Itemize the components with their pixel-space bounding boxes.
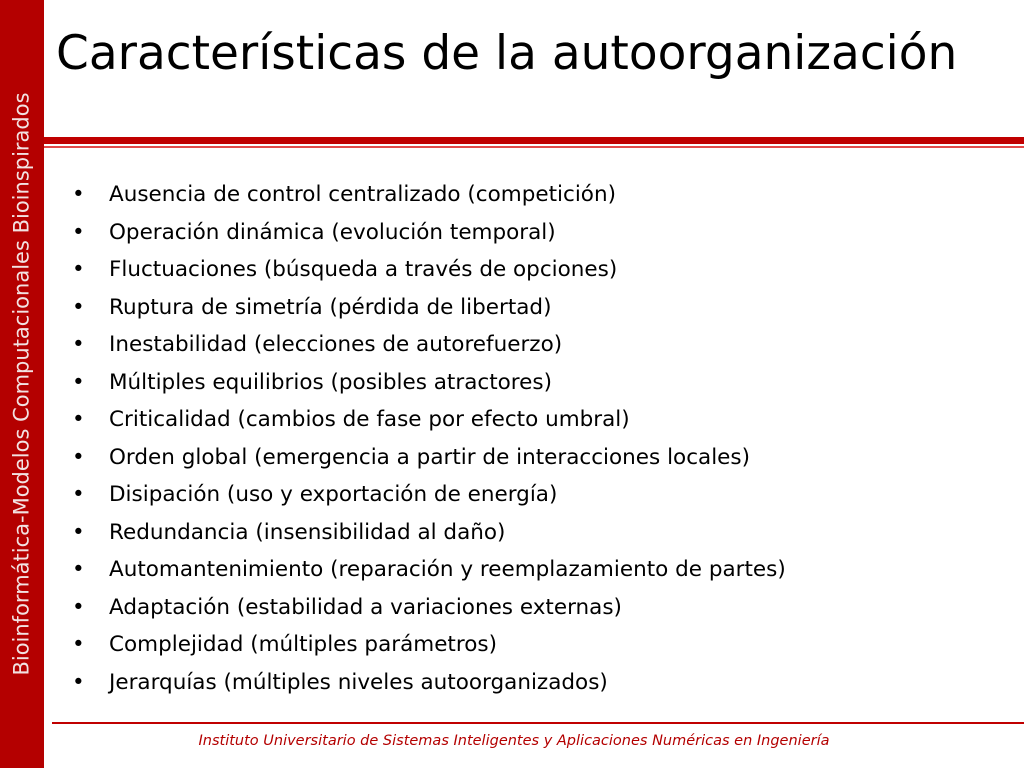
title-divider-thin	[44, 146, 1024, 148]
bullet-dot-icon: •	[72, 519, 85, 545]
bullet-dot-icon: •	[72, 444, 85, 470]
bullet-item	[72, 182, 786, 220]
bullet-item	[72, 557, 786, 595]
bullet-text: Disipación (uso y exportación de energía)	[109, 482, 558, 507]
bullet-text: Ruptura de simetría (pérdida de libertad)	[109, 294, 552, 320]
bullet-text: Orden global (emergencia a partir de interacciones locales)	[109, 444, 750, 470]
bullet-item	[72, 257, 786, 295]
bullet-dot-icon: •	[72, 257, 85, 282]
bullet-text: Ausencia de control centralizado (competición)	[109, 182, 616, 207]
bullet-item	[72, 632, 786, 670]
bullet-dot-icon: •	[72, 632, 85, 657]
bullet-dot-icon: •	[72, 332, 85, 357]
side-bar	[0, 0, 44, 768]
bullet-item	[72, 445, 786, 483]
bullet-text: Múltiples equilibrios (posibles atractores)	[109, 369, 552, 395]
bullet-dot-icon: •	[72, 669, 85, 695]
bullet-text: Fluctuaciones (búsqueda a través de opciones)	[109, 257, 618, 282]
bullet-dot-icon: •	[72, 594, 85, 620]
bullet-text: Complejidad (múltiples parámetros)	[109, 632, 497, 657]
footer-divider	[52, 722, 1024, 724]
footer-text: Instituto Universitario de Sistemas Inteligentes y Aplicaciones Numéricas en Ingeniería	[198, 733, 830, 749]
bullet-item	[72, 407, 786, 445]
bullet-item	[72, 482, 786, 520]
bullet-dot-icon: •	[72, 557, 85, 582]
side-label: Bioinformática-Modelos Computacionales Bioinspirados	[9, 92, 34, 676]
bullet-dot-icon: •	[72, 219, 85, 245]
bullet-item	[72, 220, 786, 258]
bullet-item	[72, 520, 786, 558]
bullet-text: Jerarquías (múltiples niveles autoorganizados)	[109, 669, 608, 695]
slide-title: Características de la autoorganización	[56, 26, 958, 81]
bullet-text: Inestabilidad (elecciones de autorefuerzo)	[109, 332, 563, 357]
bullet-dot-icon: •	[72, 369, 85, 395]
bullet-text: Adaptación (estabilidad a variaciones externas)	[109, 594, 622, 620]
bullet-text: Redundancia (insensibilidad al daño)	[109, 519, 506, 545]
title-divider	[44, 137, 1024, 144]
bullet-text: Automantenimiento (reparación y reemplazamiento de partes)	[109, 557, 786, 582]
bullet-item	[72, 670, 786, 708]
bullet-list	[72, 182, 786, 707]
bullet-dot-icon: •	[72, 407, 85, 432]
bullet-dot-icon: •	[72, 482, 85, 507]
bullet-item	[72, 370, 786, 408]
bullet-item	[72, 295, 786, 333]
bullet-item	[72, 332, 786, 370]
bullet-text: Operación dinámica (evolución temporal)	[109, 219, 556, 245]
bullet-dot-icon: •	[72, 182, 85, 207]
bullet-item	[72, 595, 786, 633]
bullet-dot-icon: •	[72, 294, 85, 320]
bullet-text: Criticalidad (cambios de fase por efecto umbral)	[109, 407, 630, 432]
